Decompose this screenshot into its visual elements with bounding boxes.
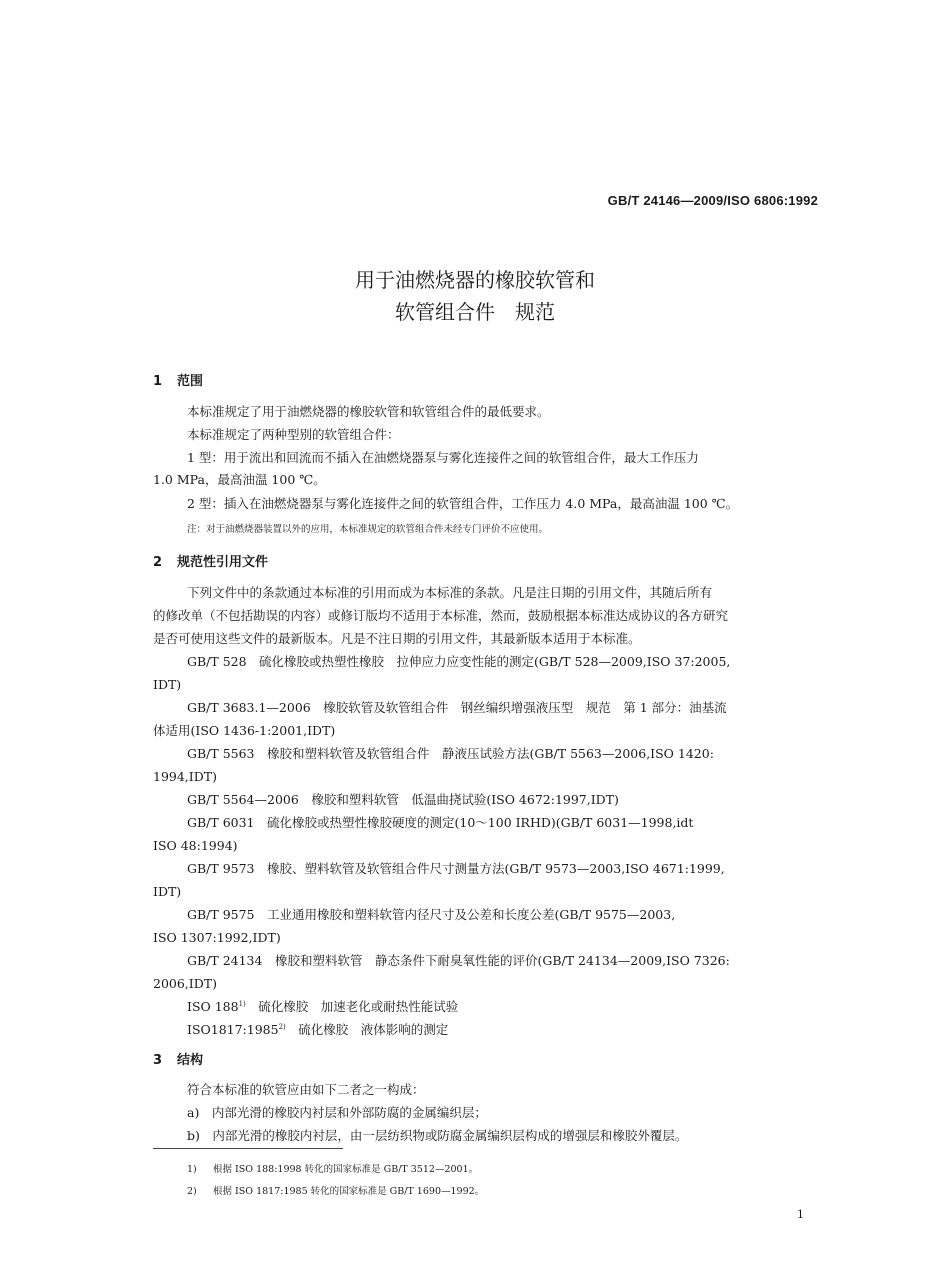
reference-item <box>187 997 458 1017</box>
paragraph: 本标准规定了用于油燃烧器的橡胶软管和软管组合件的最低要求。 <box>187 404 550 419</box>
footnote-mark: 2) <box>187 1186 197 1197</box>
paragraph: 符合本标准的软管应由如下二者之一构成： <box>187 1082 425 1097</box>
footnote <box>187 1183 484 1197</box>
paragraph: 是否可使用这些文件的最新版本。凡是不注日期的引用文件，其最新版本适用于本标准。 <box>153 631 641 646</box>
reference-item-cont: 2006,IDT) <box>153 976 217 991</box>
paragraph: 本标准规定了两种型别的软管组合件： <box>187 427 400 442</box>
paragraph: 1.0 MPa，最高油温 100 ℃。 <box>153 472 326 487</box>
title-line-1: 用于油燃烧器的橡胶软管和 <box>355 268 595 292</box>
reference-code: ISO 188 <box>187 999 239 1014</box>
section-3-heading <box>153 1049 203 1068</box>
note: 注：对于油燃烧器装置以外的应用，本标准规定的软管组合件未经专门评价不应使用。 <box>187 524 549 535</box>
section-1-heading <box>153 370 203 389</box>
paragraph: 下列文件中的条款通过本标准的引用而成为本标准的条款。凡是注日期的引用文件，其随后所有 <box>187 585 713 600</box>
section-number: 2 <box>153 555 163 570</box>
reference-item: GB/T 6031 硫化橡胶或热塑性橡胶硬度的测定(10～100 IRHD)(GB/T 6031—1998,idt <box>187 815 694 830</box>
reference-item: GB/T 528 硫化橡胶或热塑性橡胶 拉伸应力应变性能的测定(GB/T 528—2009,ISO 37:2005, <box>187 654 731 669</box>
section-title: 结构 <box>177 1053 204 1068</box>
reference-item-cont: ISO 48:1994) <box>153 838 238 853</box>
paragraph: 2 型：插入在油燃烧器泵与雾化连接件之间的软管组合件，工作压力 4.0 MPa，最高油温 100 ℃。 <box>187 496 739 511</box>
reference-item <box>187 1020 448 1040</box>
list-item: b) 内部光滑的橡胶内衬层，由一层纺织物或防腐金属编织层构成的增强层和橡胶外覆层。 <box>187 1128 688 1143</box>
page-number: 1 <box>797 1208 804 1221</box>
section-title: 范围 <box>177 374 204 389</box>
list-item: a) 内部光滑的橡胶内衬层和外部防腐的金属编织层； <box>187 1105 487 1120</box>
footnote-divider <box>153 1148 343 1149</box>
reference-item-cont: 体适用(ISO 1436-1:2001,IDT) <box>153 723 336 738</box>
reference-item-cont: ISO 1307:1992,IDT) <box>153 930 281 945</box>
section-2-heading <box>153 551 268 570</box>
paragraph: 1 型：用于流出和回流而不插入在油燃烧器泵与雾化连接件之间的软管组合件，最大工作压力 <box>187 450 699 465</box>
reference-code: ISO1817:1985 <box>187 1022 279 1037</box>
reference-item: GB/T 9573 橡胶、塑料软管及软管组合件尺寸测量方法(GB/T 9573—2003,ISO 4671:1999, <box>187 861 725 876</box>
standard-code: GB/T 24146—2009/ISO 6806:1992 <box>607 193 818 208</box>
document-title <box>0 264 950 328</box>
reference-item: GB/T 3683.1—2006 橡胶软管及软管组合件 钢丝编织增强液压型 规范 第 1 部分：油基流 <box>187 700 727 715</box>
section-number: 1 <box>153 374 163 389</box>
paragraph: 的修改单（不包括勘误的内容）或修订版均不适用于本标准，然而，鼓励根据本标准达成协议的各方研究 <box>153 608 729 623</box>
reference-item: GB/T 5563 橡胶和塑料软管及软管组合件 静液压试验方法(GB/T 5563—2006,ISO 1420: <box>187 746 714 761</box>
reference-title: 硫化橡胶 液体影响的测定 <box>285 1022 449 1037</box>
footnote-text: 根据 ISO 1817:1985 转化的国家标准是 GB/T 1690—1992。 <box>213 1186 485 1197</box>
section-number: 3 <box>153 1053 163 1068</box>
footnote <box>187 1161 478 1175</box>
reference-item: GB/T 9575 工业通用橡胶和塑料软管内径尺寸及公差和长度公差(GB/T 9575—2003, <box>187 907 676 922</box>
reference-item-cont: IDT) <box>153 677 182 692</box>
reference-title: 硫化橡胶 加速老化或耐热性能试验 <box>245 999 459 1014</box>
footnote-ref: 1) <box>238 999 246 1008</box>
reference-item: GB/T 24134 橡胶和塑料软管 静态条件下耐臭氧性能的评价(GB/T 24134—2009,ISO 7326: <box>187 953 730 968</box>
reference-item-cont: IDT) <box>153 884 182 899</box>
title-line-2: 软管组合件 规范 <box>395 300 555 324</box>
reference-item-cont: 1994,IDT) <box>153 769 217 784</box>
footnote-mark: 1) <box>187 1164 197 1175</box>
reference-item: GB/T 5564—2006 橡胶和塑料软管 低温曲挠试验(ISO 4672:1997,IDT) <box>187 792 619 807</box>
footnote-text: 根据 ISO 188:1998 转化的国家标准是 GB/T 3512—2001。 <box>213 1164 479 1175</box>
section-title: 规范性引用文件 <box>177 555 269 570</box>
footnote-ref: 2) <box>278 1022 286 1031</box>
